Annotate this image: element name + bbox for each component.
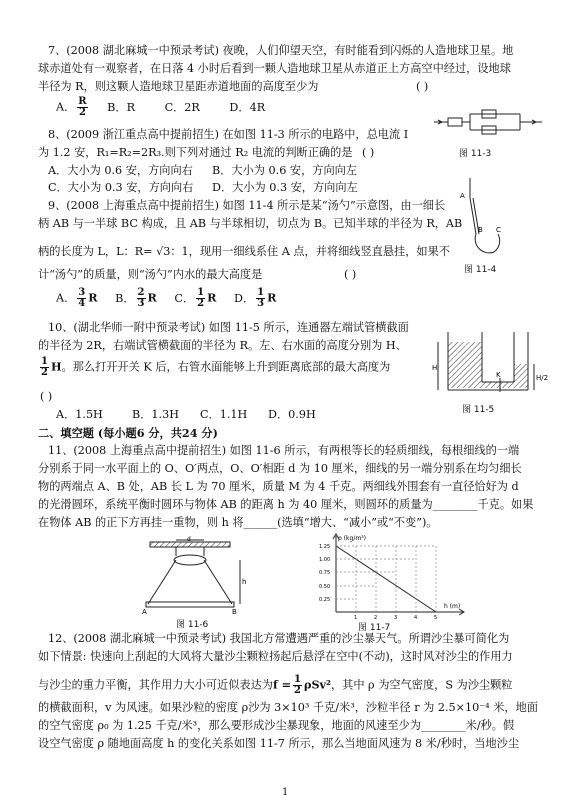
q9-option-d-label: D．	[233, 291, 255, 305]
vessel-figure-11-5	[430, 330, 549, 398]
svg-text:0.75: 0.75	[319, 570, 331, 576]
q7-paren: ( )	[416, 80, 429, 93]
q12-line3: 与沙尘的重力平衡，其作用力大小可近似表达为f = $\frac{1}{2}$ ρSv²，其中 ρ 为空气密度，S 为沙尘颗粒	[38, 674, 513, 696]
svg-text:5: 5	[434, 615, 438, 621]
svg-text:1.00: 1.00	[319, 557, 331, 563]
figure-11-4-caption: 图 11-4	[464, 265, 497, 275]
q12-formula-fraction: $\frac{1}{2}$	[294, 674, 302, 696]
q7-option-c: C．2R	[164, 100, 200, 114]
q7-option-a-fraction: $\frac{R}{2}$	[78, 96, 87, 118]
svg-text:B: B	[478, 226, 483, 234]
q8-line1: 8、(2009 浙江重点高中提前招生) 在如图 11-3 所示的电路中，总电流 I	[48, 128, 409, 141]
page-number: 1	[282, 787, 289, 798]
q12-formula-f: f =	[272, 677, 292, 692]
figure-11-7-caption: 图 11-7	[358, 623, 391, 633]
q8-option-b: B．大小为 0.6 安，方向向左	[212, 164, 358, 177]
spoon-figure-11-4	[452, 176, 502, 260]
q11-line1: 11、(2008 上海重点高中提前招生) 如图 11-6 所示，有两根等长的轻质细线，每根细线的一端	[48, 444, 520, 457]
svg-text:K: K	[496, 371, 501, 379]
q9-option-c-label: C．	[174, 291, 195, 305]
circuit-figure-11-3	[432, 108, 544, 144]
figure-11-6-caption: 图 11-6	[176, 620, 209, 630]
svg-text:h (m): h (m)	[444, 603, 461, 610]
q10-paren: ( )	[40, 390, 53, 403]
figure-11-3-caption: 图 11-3	[459, 149, 492, 159]
svg-text:ρ (kg/m³): ρ (kg/m³)	[338, 535, 366, 542]
q8-paren: ( )	[362, 146, 375, 159]
svg-text:4: 4	[414, 615, 418, 621]
svg-text:h: h	[242, 578, 247, 586]
svg-text:H: H	[432, 364, 438, 372]
q7-line3: 半径为 R，则这颗人造地球卫星距赤道地面的高度至少为	[38, 80, 319, 93]
q9-line1: 9、(2008 上海重点高中提前招生) 如图 11-4 所示是某“汤勺”示意图，由一细长	[48, 199, 446, 212]
svg-text:A: A	[460, 192, 465, 200]
svg-text:3: 3	[394, 615, 398, 621]
q8-option-a: A．大小为 0.6 安，方向向右	[48, 164, 193, 177]
q12-line1: 12、(2008 湖北麻城一中预录考试) 我国北方常遭遇严重的沙尘暴天气。所谓沙尘暴可简化为	[48, 632, 510, 645]
q9-line3: 柄的长度为 L，L：R= √3：1，现用一细线系住 A 点，并将细线竖直悬挂，如果不	[38, 245, 450, 258]
q9-line2: 柄 AB 与一半球 BC 构成，且 AB 与半球相切，切点为 B。已知半球的半径为 R，AB	[38, 217, 463, 230]
q12-line5: 的空气密度 ρ₀ 为 1.25 千克/米³，那么要形成沙尘暴现象，地面的风速至少为________米/秒。假	[38, 719, 515, 732]
svg-text:d: d	[187, 536, 191, 543]
q8-option-c: C．大小为 0.3 安，方向向右	[48, 181, 194, 194]
q7-options	[56, 97, 265, 118]
svg-text:0.50: 0.50	[319, 584, 331, 590]
q12-line4: 的横截面积，v 为风速。如果沙粒的密度 ρ沙为 3×10³ 千克/米³，沙粒半径 r 为 2.5×10⁻⁴ 米，地面	[38, 701, 538, 714]
q10-option-a: A．1.5H	[56, 408, 103, 421]
q10-fraction: $\frac{1}{2}$	[41, 356, 48, 378]
q10-line2: 的半径为 2R，右端试管横截面的半径为 R。左、右水面的高度分别为 H、	[38, 339, 407, 352]
svg-text:1.25: 1.25	[319, 544, 331, 550]
q10-line1: 10、(湖北华师一附中预录考试) 如图 11-5 所示，连通器左端试管横截面	[48, 321, 409, 334]
section2-heading: 二、填空题 (每小题6 分，共24 分)	[38, 426, 218, 440]
ring-figure-11-6	[140, 538, 250, 616]
q12-line2: 如下情景: 快速向上刮起的大风将大量沙尘颗粒扬起后悬浮在空中(不动)，这时风对沙尘的作用力	[38, 650, 513, 663]
q7-option-b: B．R	[107, 100, 135, 114]
density-graph-figure-11-7	[318, 532, 468, 620]
q7-line2: 球赤道处有一观察者，在日落 4 小时后看到一颗人造地球卫星从赤道正上方高空中经过，设地球	[38, 62, 511, 75]
q7-option-d: D．4R	[229, 100, 266, 114]
q8-line2: 为 1.2 安，R₁=R₂=2R₃.则下列对通过 R₂ 电流的判断正确的是	[38, 146, 353, 159]
q8-option-d: D．大小为 0.3 安，方向向左	[212, 181, 358, 194]
q9-option-b-label: B．	[115, 291, 135, 305]
svg-text:B: B	[232, 608, 237, 616]
svg-text:H/2: H/2	[536, 374, 549, 382]
figure-11-5-caption: 图 11-5	[462, 405, 495, 415]
q11-line5: 在物体 AB 的正下方再挂一重物，则 h 将______(选填“增大、“减小”或“不变”)。	[38, 516, 438, 529]
q7-line1: 7、(2008 湖北麻城一中预录考试) 夜晚，人们仰望天空，有时能看到闪烁的人造地球卫星。地	[48, 44, 514, 57]
q9-options: A． $\frac{3}{4}$ R B． $\frac{2}{3}$ R C． $\frac{1}{2}$ R D． $\frac{1}{3}$ R	[56, 287, 277, 309]
q9-line4: 计“汤勺”的质量，则“汤勺”内水的最大高度是	[38, 268, 263, 281]
q10-option-b: B．1.3H	[132, 408, 179, 421]
q10-line3: $\frac{1}{2}$ H。那么打开开关 K 后，右管水面能够上升到距离底部的最大高度为	[41, 356, 391, 378]
svg-text:1: 1	[354, 615, 358, 621]
svg-text:C: C	[496, 226, 501, 234]
q12-line6: 设空气密度 ρ 随地面高度 h 的变化关系如图 11-7 所示，那么当地面风速为 8 米/秒时，当地沙尘	[38, 737, 520, 750]
q9-option-a-label: A．	[56, 291, 76, 305]
svg-text:2: 2	[374, 615, 378, 621]
q9-paren: ( )	[344, 268, 357, 281]
q10-option-d: D．0.9H	[268, 408, 316, 421]
q11-line2: 分别系于同一水平面上的 O、O′两点，O、O′相距 d 为 10 厘米，细线的另一端分别系在均匀细长	[38, 462, 522, 475]
q7-option-a-label: A．	[56, 100, 76, 114]
q10-option-c: C．1.1H	[200, 408, 248, 421]
svg-text:0.25: 0.25	[319, 597, 331, 603]
q11-line4: 的光滑圆环，系统平衡时圆环与物体 AB 的距离 h 为 40 厘米，则圆环的质量为________千克。如果	[38, 498, 534, 511]
q11-line3: 物的两端点 A、B 处，AB 长 L 为 70 厘米，质量 M 为 4 千克。两细线外围套有一直径恰好为 d	[38, 480, 519, 493]
svg-text:A: A	[142, 608, 147, 616]
